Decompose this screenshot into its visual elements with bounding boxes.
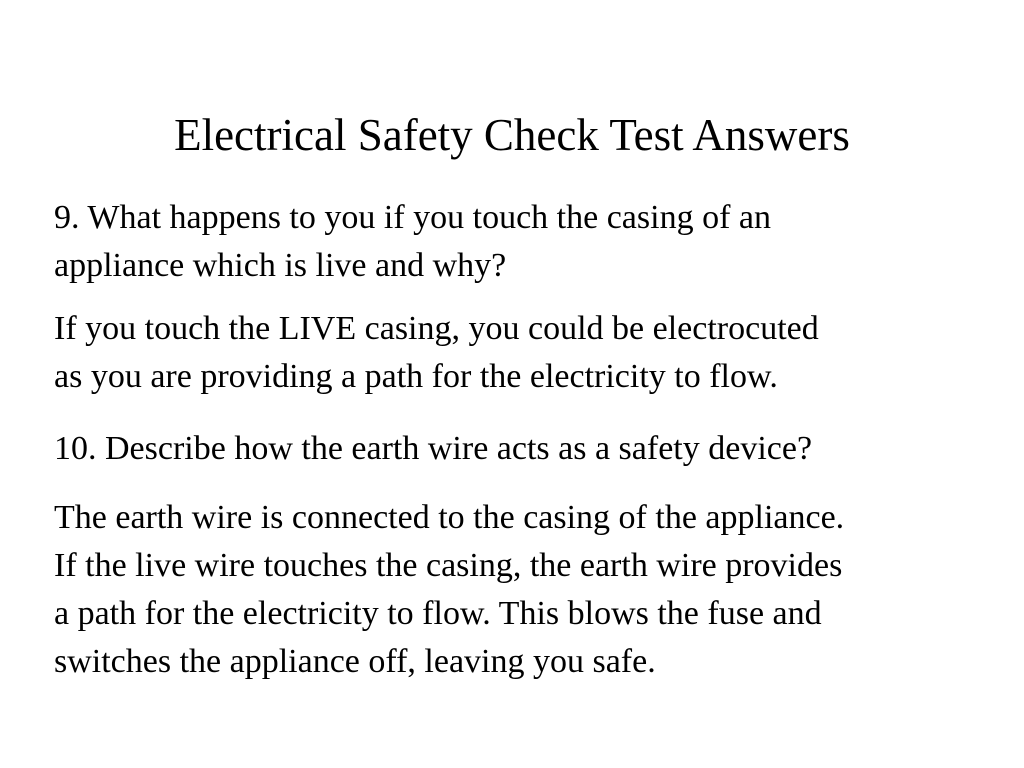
answer-10 [54, 494, 1014, 686]
question-9 [54, 194, 1014, 290]
answer-9 [54, 305, 1014, 401]
question-9-line: 9. What happens to you if you touch the casing of an [54, 199, 771, 236]
answer-10-line: a path for the electricity to flow. This blows the fuse and [54, 595, 822, 632]
answer-10-line: The earth wire is connected to the casing of the appliance. [54, 499, 845, 536]
question-10 [54, 425, 1014, 473]
question-9-line: appliance which is live and why? [54, 247, 507, 284]
slide-title: Electrical Safety Check Test Answers [174, 110, 850, 160]
answer-10-line: switches the appliance off, leaving you safe. [54, 643, 656, 680]
answer-10-line: If the live wire touches the casing, the earth wire provides [54, 547, 843, 584]
answer-9-line: as you are providing a path for the electricity to flow. [54, 358, 778, 395]
question-10-line: 10. Describe how the earth wire acts as a safety device? [54, 430, 813, 467]
answer-9-line: If you touch the LIVE casing, you could be electrocuted [54, 310, 819, 347]
